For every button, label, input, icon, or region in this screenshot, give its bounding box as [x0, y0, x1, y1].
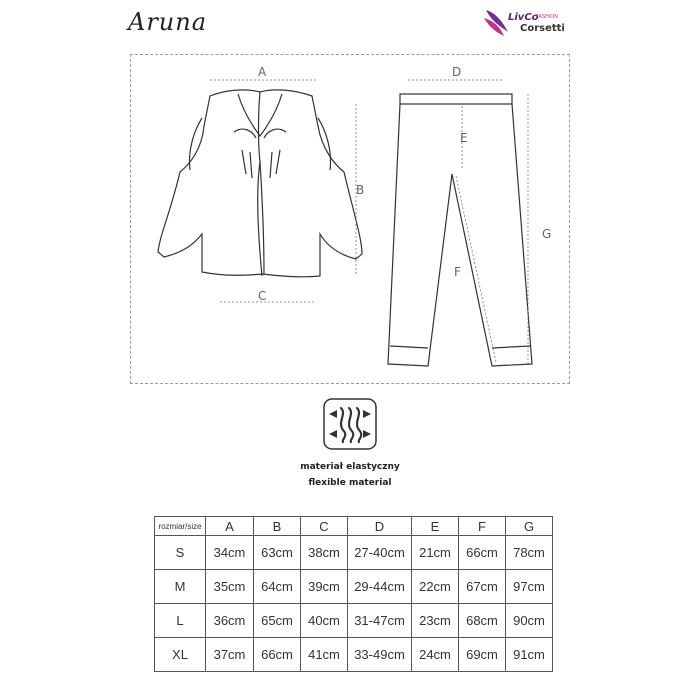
value-cell: 69cm [459, 638, 506, 672]
garment-diagram [130, 54, 570, 384]
value-cell: 67cm [459, 570, 506, 604]
value-cell: 24cm [412, 638, 459, 672]
value-cell: 40cm [301, 604, 348, 638]
table-row [155, 570, 553, 604]
value-cell: 22cm [412, 570, 459, 604]
value-cell: 78cm [506, 536, 553, 570]
value-cell: 29-44cm [348, 570, 412, 604]
dimension-label-g: G [542, 227, 552, 241]
value-cell: 64cm [254, 570, 301, 604]
value-cell: 31-47cm [348, 604, 412, 638]
dimension-label-c: C [258, 289, 267, 303]
value-cell: 41cm [301, 638, 348, 672]
table-row [155, 604, 553, 638]
size-table [154, 516, 553, 672]
dimension-label-d: D [452, 65, 462, 79]
value-cell: 68cm [459, 604, 506, 638]
column-header-g: G [506, 517, 553, 536]
material-label-en: flexible material [308, 478, 392, 488]
column-header-c: C [301, 517, 348, 536]
jacket-drawing [158, 90, 365, 277]
size-table-corner: rozmiar/size [155, 517, 206, 536]
brand-name-sub: FASHION [536, 14, 558, 20]
material-label-pl: materiał elastyczny [300, 462, 400, 472]
column-header-f: F [459, 517, 506, 536]
column-header-e: E [412, 517, 459, 536]
column-header-a: A [206, 517, 254, 536]
stretch-fabric-icon [323, 398, 377, 450]
value-cell: 37cm [206, 638, 254, 672]
size-cell: L [155, 604, 206, 638]
brand-name-bottom: Corsetti [520, 23, 565, 34]
value-cell: 90cm [506, 604, 553, 638]
column-header-d: D [348, 517, 412, 536]
dimension-label-f: F [454, 265, 461, 279]
size-cell: M [155, 570, 206, 604]
brand-name-top: LivCo [508, 12, 539, 23]
value-cell: 38cm [301, 536, 348, 570]
value-cell: 21cm [412, 536, 459, 570]
table-row [155, 536, 553, 570]
value-cell: 97cm [506, 570, 553, 604]
value-cell: 33-49cm [348, 638, 412, 672]
value-cell: 63cm [254, 536, 301, 570]
dimension-label-b: B [356, 183, 365, 197]
value-cell: 23cm [412, 604, 459, 638]
dimension-label-a: A [258, 65, 267, 79]
value-cell: 39cm [301, 570, 348, 604]
value-cell: 35cm [206, 570, 254, 604]
dimension-label-e: E [460, 131, 468, 145]
column-header-b: B [254, 517, 301, 536]
table-row [155, 638, 553, 672]
value-cell: 34cm [206, 536, 254, 570]
value-cell: 27-40cm [348, 536, 412, 570]
brand-logo [482, 6, 592, 40]
value-cell: 66cm [459, 536, 506, 570]
size-table-header [155, 517, 553, 536]
value-cell: 66cm [254, 638, 301, 672]
value-cell: 91cm [506, 638, 553, 672]
size-cell: XL [155, 638, 206, 672]
value-cell: 65cm [254, 604, 301, 638]
product-title: Aruna [128, 8, 208, 36]
size-cell: S [155, 536, 206, 570]
value-cell: 36cm [206, 604, 254, 638]
